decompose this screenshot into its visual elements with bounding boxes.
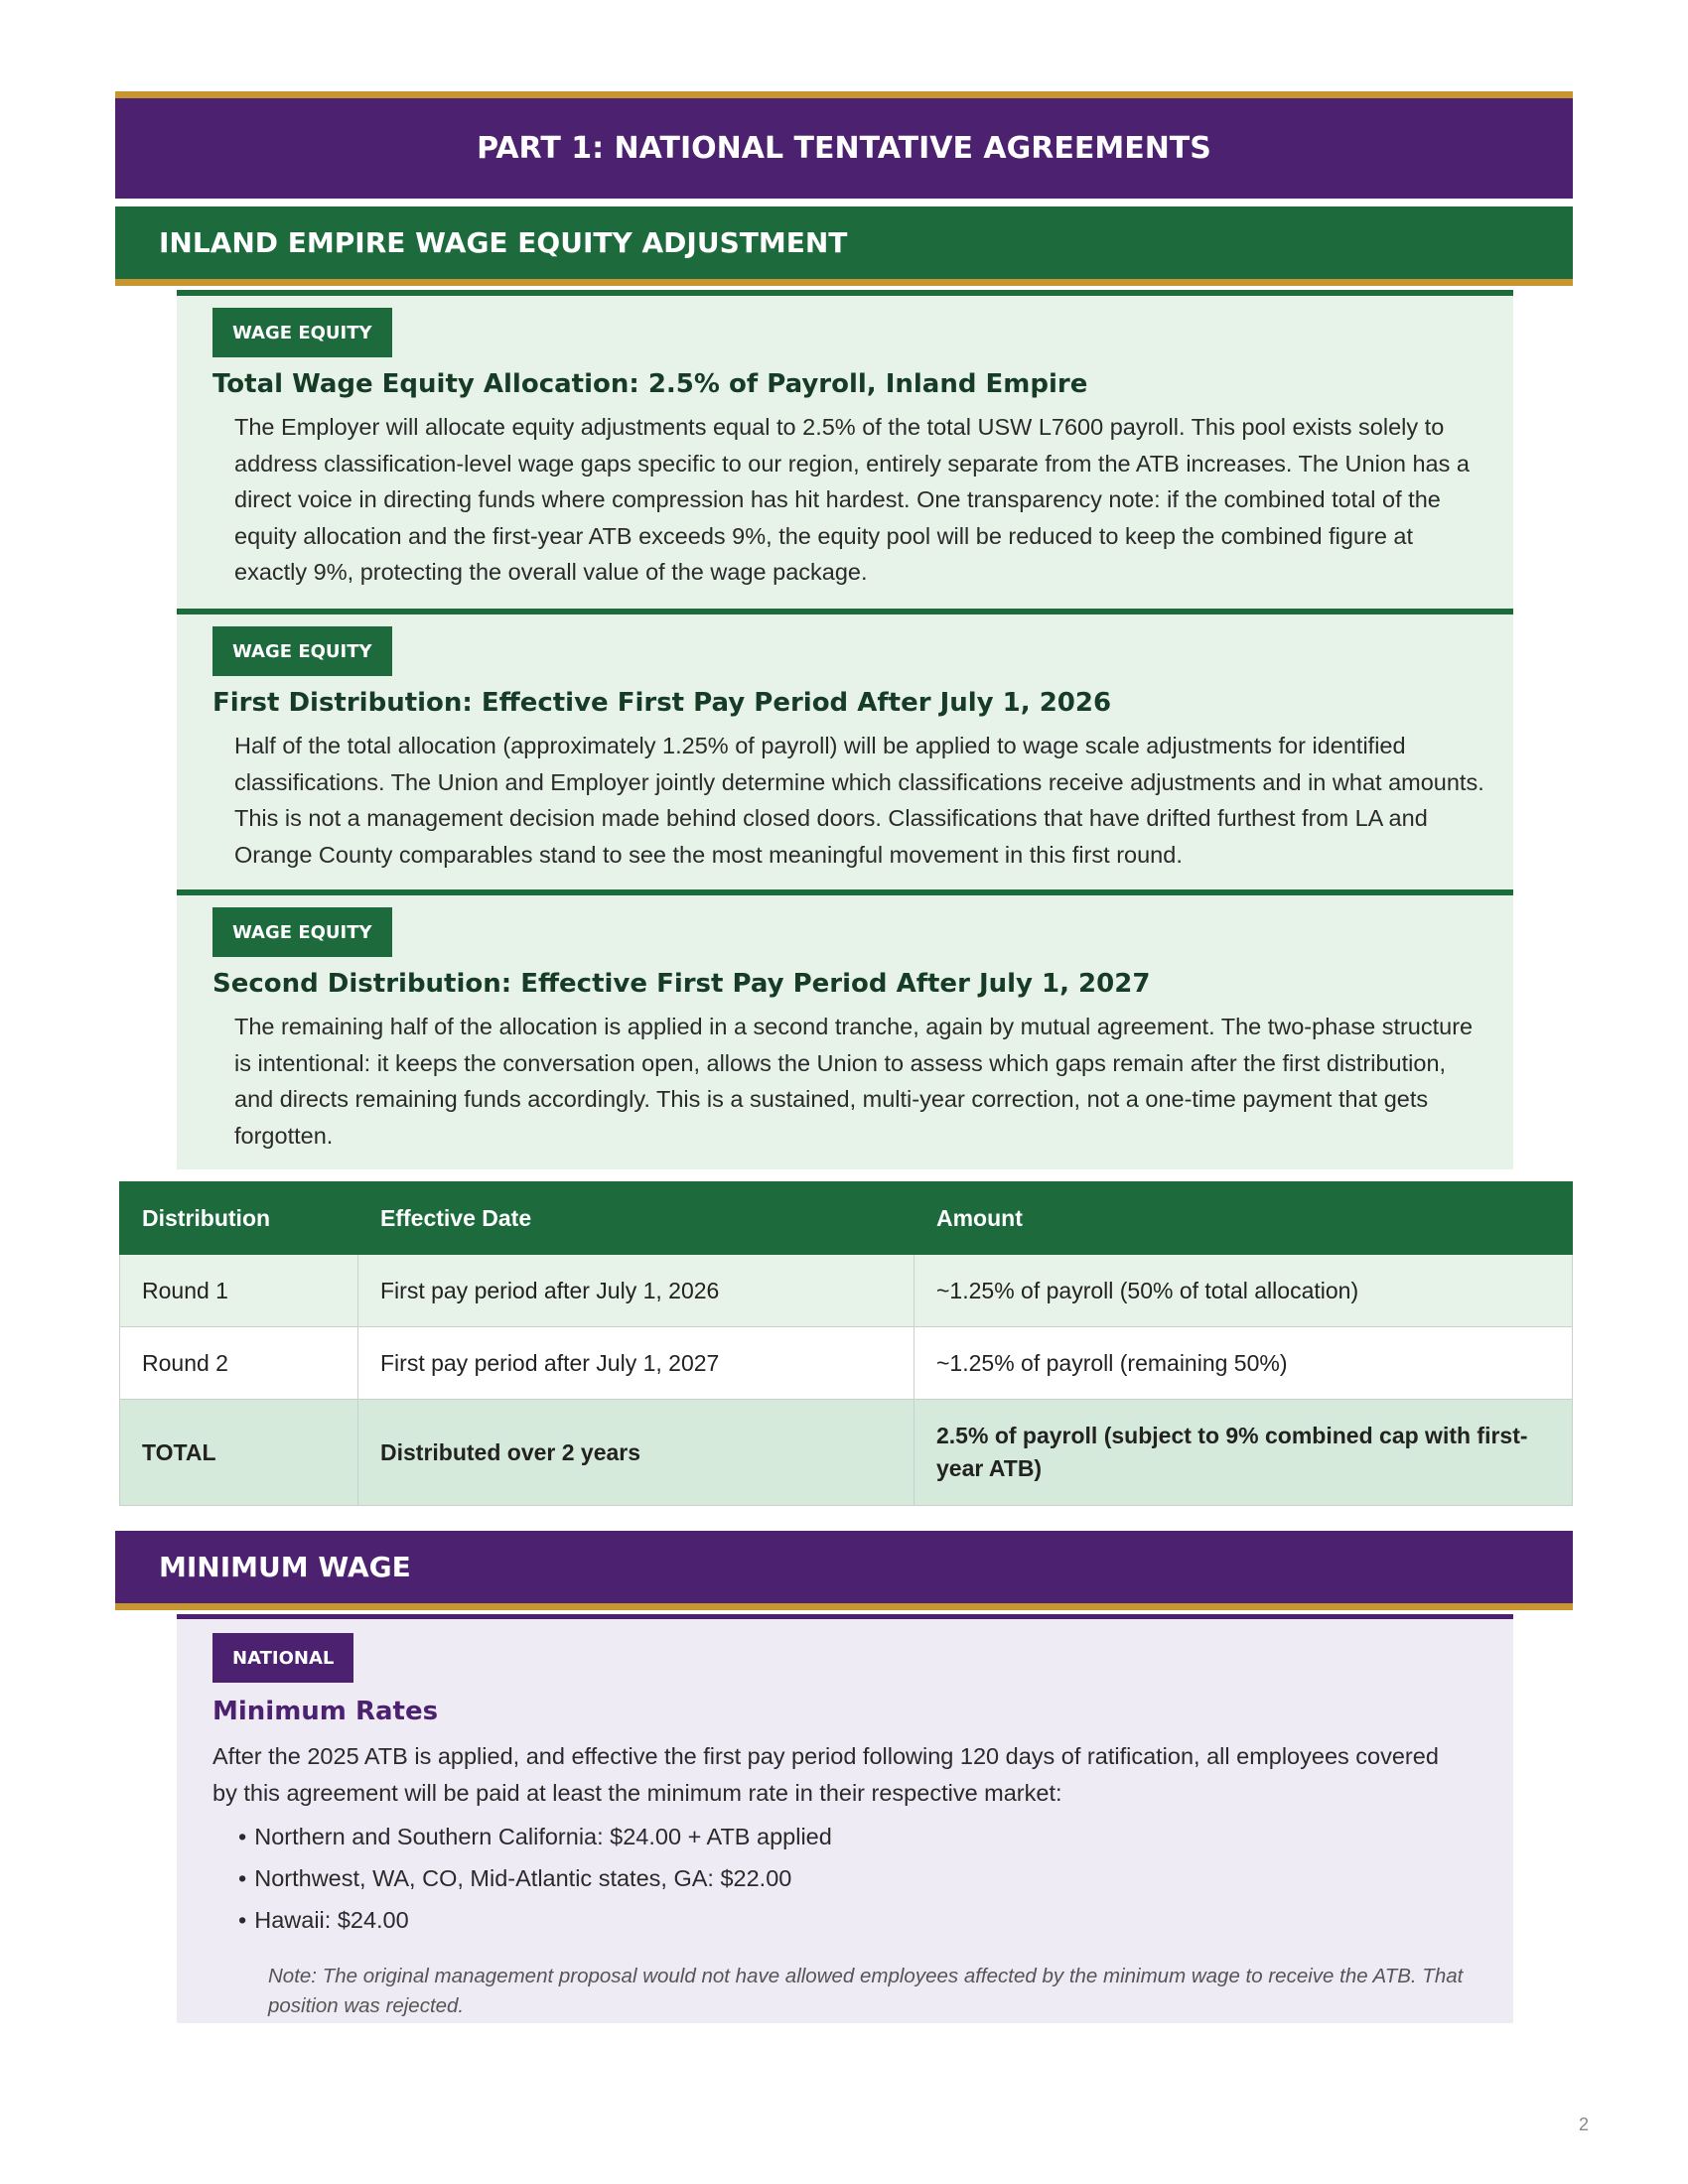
column-header-distribution: Distribution <box>120 1182 358 1255</box>
distribution-table <box>119 1181 1573 1506</box>
card-body: The Employer will allocate equity adjustments equal to 2.5% of the total USW L7600 payroll. This pool exists solely to address classification-level wage gaps specific to our region, entirely separate from the ATB increases. The Union has a direct voice in directing funds where compression has hit hardest. One transparency note: if the combined total of the equity allocation and the first-year ATB exceeds 9%, the equity pool will be reduced to keep the combined figure at exactly 9%, protecting the overall value of the wage package. <box>234 414 1470 585</box>
part-title: PART 1: NATIONAL TENTATIVE AGREEMENTS <box>115 91 1573 199</box>
card-body: After the 2025 ATB is applied, and effective the first pay period following 120 days of ratification, all employees covered by this agreement will be paid at least the minimum rate in their respective market: <box>212 1743 1439 1806</box>
wage-equity-tag: WAGE EQUITY <box>212 308 392 357</box>
table-cell: Round 1 <box>120 1255 358 1327</box>
wage-equity-card-second-distribution <box>177 889 1513 1169</box>
card-title: Total Wage Equity Allocation: 2.5% of Payroll, Inland Empire <box>212 369 1088 399</box>
column-header-amount: Amount <box>914 1182 1573 1255</box>
section-heading-minimum-wage: MINIMUM WAGE <box>115 1531 1573 1610</box>
card-body: Half of the total allocation (approximately 1.25% of payroll) will be applied to wage scale adjustments for identified classifications. The Union and Employer jointly determine which classifications receive adjustments and in what amounts. This is not a management decision made behind closed doors. Classifications that have drifted furthest from LA and Orange County comparables stand to see the most meaningful movement in this first round. <box>234 733 1484 868</box>
wage-equity-tag: WAGE EQUITY <box>212 907 392 957</box>
wage-equity-tag: WAGE EQUITY <box>212 626 392 676</box>
table-cell: ~1.25% of payroll (50% of total allocation) <box>914 1255 1573 1327</box>
table-cell: First pay period after July 1, 2026 <box>358 1255 914 1327</box>
table-cell: 2.5% of payroll (subject to 9% combined cap with first-year ATB) <box>914 1400 1573 1506</box>
list-item: • Northern and Southern California: $24.00 + ATB applied <box>238 1816 832 1857</box>
table-cell: ~1.25% of payroll (remaining 50%) <box>914 1327 1573 1400</box>
table-cell: First pay period after July 1, 2027 <box>358 1327 914 1400</box>
wage-equity-card-total <box>177 290 1513 611</box>
wage-equity-card-first-distribution <box>177 609 1513 891</box>
table-header-row <box>120 1182 1573 1255</box>
table-cell: TOTAL <box>120 1400 358 1506</box>
national-tag: NATIONAL <box>212 1633 353 1683</box>
table-row <box>120 1255 1573 1327</box>
column-header-effective-date: Effective Date <box>358 1182 914 1255</box>
list-item: • Northwest, WA, CO, Mid-Atlantic states, GA: $22.00 <box>238 1857 832 1899</box>
table-total-row <box>120 1400 1573 1506</box>
table-row <box>120 1327 1573 1400</box>
list-item: • Hawaii: $24.00 <box>238 1899 832 1941</box>
card-body: The remaining half of the allocation is applied in a second tranche, again by mutual agreement. The two-phase structure is intentional: it keeps the conversation open, allows the Union to assess which gaps remain after the first distribution, and directs remaining funds accordingly. This is a sustained, multi-year correction, not a one-time payment that gets forgotten. <box>234 1014 1474 1149</box>
minimum-rates-list <box>238 1816 832 1941</box>
section-heading-wage-equity: INLAND EMPIRE WAGE EQUITY ADJUSTMENT <box>115 206 1573 286</box>
card-title: Minimum Rates <box>212 1697 439 1726</box>
table-cell: Round 2 <box>120 1327 358 1400</box>
card-title: First Distribution: Effective First Pay Period After July 1, 2026 <box>212 688 1112 718</box>
page-number: 2 <box>1579 2115 1590 2134</box>
table-cell: Distributed over 2 years <box>358 1400 914 1506</box>
minimum-rates-card <box>177 1614 1513 2023</box>
note-text: Note: The original management proposal would not have allowed employees affected by the minimum wage to receive the ATB. That position was rejected. <box>268 1965 1464 2017</box>
card-title: Second Distribution: Effective First Pay Period After July 1, 2027 <box>212 969 1151 999</box>
